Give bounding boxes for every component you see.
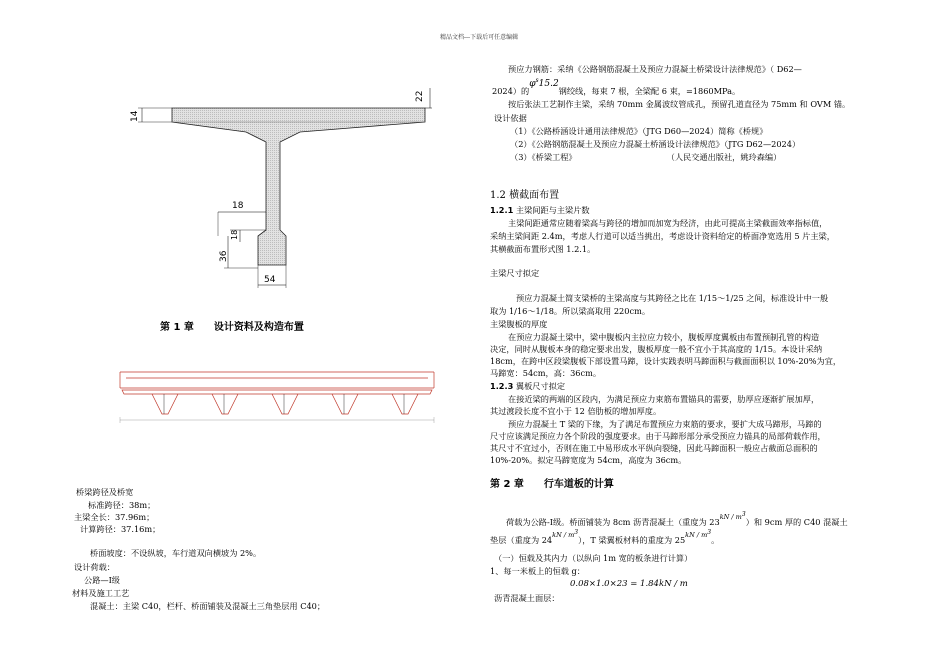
para-height-line-1: 预应力混凝土简支梁桥的主梁高度与其跨径之比在 1/15～1/25 之间，标准设计中一般 bbox=[516, 293, 829, 303]
left-line-8: 材料及施工工艺 bbox=[72, 588, 130, 598]
chapter-2-title: 第 2 章 行车道板的计算 bbox=[490, 479, 614, 490]
para-flange-line-6: 10%-20%。拟定马蹄宽度为 54cm，高度为 36cm。 bbox=[490, 455, 687, 465]
prestress-line-1: 预应力钢筋：采纳《公路钢筋混凝土及预应力混凝土桥梁设计法律规范》（ D62— bbox=[508, 64, 802, 74]
para-web-line-4: 马蹄宽：54cm，高：36cm。 bbox=[490, 368, 602, 378]
dim-bottom: 54 bbox=[264, 275, 276, 285]
left-line-1: 桥梁跨径及桥宽 bbox=[76, 487, 134, 497]
reference-1: （1）《公路桥涵设计通用法律规范》（JTG D60—2024）简称《桥规》 bbox=[510, 126, 768, 136]
dim-web: 18 bbox=[232, 201, 244, 211]
para-web-line-3: 18cm，在跨中区段梁腹板下部设置马蹄，设计实践表明马蹄面积与截面面积以 10%-20%为宜， bbox=[490, 356, 842, 366]
dead-load-item-1: 1、每一米板上的恒载 g： bbox=[490, 566, 585, 576]
design-basis-label: 设计依据 bbox=[494, 113, 527, 123]
para-height-line-2: 取为 1/16～1/18。所以梁高取用 220cm。 bbox=[490, 306, 651, 316]
para-web-line-1: 在预应力混凝土梁中，梁中腹板内主拉应力较小，腹板厚度翼板由布置预制孔管的构造 bbox=[508, 332, 820, 342]
subsection-web: 主梁腹板的厚度 bbox=[490, 319, 548, 329]
left-line-4: 计算跨径：37.16m； bbox=[80, 524, 161, 534]
prestress-line-2: 2024）的$\varphi^s15.2$钢绞线，每束 7 根，全梁配 6 束，=1860MPa。 bbox=[492, 77, 741, 96]
dim-bulb-top: 18 bbox=[230, 229, 239, 240]
chapter-1-title: 第 1 章 设计资料及构造布置 bbox=[160, 322, 304, 333]
para-web-line-2: 决定，同时从腹板本身的稳定要求出发，腹板厚度一般不宜小于其高度的 1/15。本设计采纳 bbox=[490, 344, 823, 354]
para-flange-line-4: 尺寸应该满足预应力各个阶段的强度要求。由于马蹄形部分承受预应力锚具的局部荷载作用， bbox=[490, 431, 826, 441]
asphalt-formula: 0.08×1.0×23 = 1.84kN / m bbox=[570, 579, 688, 589]
left-line-7: 公路—Ⅰ级 bbox=[84, 575, 120, 585]
dim-bulb-left: 36 bbox=[219, 250, 229, 262]
left-line-3: 主梁全长：37.96m； bbox=[74, 512, 155, 522]
dim-top-right: 22 bbox=[415, 90, 425, 102]
cross-section-diagram bbox=[112, 364, 442, 434]
para-flange-line-1: 在接近梁的两端的区段内，为满足预应力束筋布置锚具的需要，肋厚应逐渐扩展加厚， bbox=[508, 394, 820, 404]
dim-left: 14 bbox=[130, 110, 140, 122]
subsection-1-2-3: 1.2.3 翼板尺寸拟定 bbox=[490, 381, 566, 391]
para-121-line-1: 主梁间距通常应随着梁高与跨径的增加而加宽为经济，由此可提高主梁截面效率指标值， bbox=[508, 218, 828, 228]
load-line-2: 垫层（重度为 $24^{kN / m^3}$），T 梁翼板材料的重度为 $25^{kN / m^3}$。 bbox=[490, 529, 720, 546]
left-line-6: 设计荷载： bbox=[74, 562, 115, 572]
reference-3: （3）《桥梁工程》 （人民交通出版社，姚玲森编） bbox=[510, 152, 782, 162]
subsection-beam-size: 主梁尺寸拟定 bbox=[490, 268, 540, 278]
left-line-5: 桥面坡度：不设纵坡，车行道双向横坡为 2%。 bbox=[90, 548, 262, 558]
asphalt-layer-label: 沥青混凝土面层： bbox=[494, 593, 560, 603]
left-line-9: 混凝土：主梁 C40，栏杆、桥面铺装及混凝土三角垫层用 C40； bbox=[90, 601, 326, 611]
para-121-line-3: 其横截面布置形式图 1.2.1。 bbox=[490, 244, 596, 254]
para-flange-line-2: 其过渡段长度不宜小于 12 倍肋板的增加厚度。 bbox=[490, 406, 662, 416]
load-line-1: 荷载为公路-Ⅰ级。桥面铺装为 8cm 沥青混凝土（重度为 $23^{kN / m^3}$）和 9cm 厚的 C40 混凝土 bbox=[506, 511, 848, 528]
para-flange-line-3: 预应力混凝土 T 梁的下缘，为了满足布置预应力束筋的要求，要扩大成马蹄形，马蹄的 bbox=[508, 419, 822, 429]
reference-2: （2）《公路钢筋混凝土及预应力混凝土桥涵设计法律规范》（JTG D62—2024） bbox=[510, 139, 801, 149]
section-outline bbox=[172, 108, 425, 265]
t-beam-section-diagram bbox=[120, 80, 440, 295]
left-line-2: 标准跨径：38m； bbox=[88, 500, 156, 510]
subsection-1-2-1: 1.2.1 主梁间距与主梁片数 bbox=[490, 205, 590, 215]
section-1-2-title: 1.2 横截面布置 bbox=[490, 190, 560, 201]
process-line: 按后张法工艺制作主梁，采纳 70mm 金属波纹管成孔，预留孔道直径为 75mm 和 OVM 锚。 bbox=[508, 99, 851, 109]
page-header: 精品文档---下载后可任意编辑 bbox=[440, 34, 519, 41]
dead-load-heading: （一）恒载及其内力（以纵向 1m 宽的板条进行计算） bbox=[494, 553, 693, 563]
para-121-line-2: 采纳主梁间距 2.4m，考虑人行道可以适当挑出，考虑设计资料给定的桥面净宽选用 5 片主梁， bbox=[490, 231, 835, 241]
para-flange-line-5: 其尺寸不宜过小，否则在施工中易形成水平纵向裂缝，因此马蹄面积一般应占截面总面积的 bbox=[490, 443, 818, 453]
